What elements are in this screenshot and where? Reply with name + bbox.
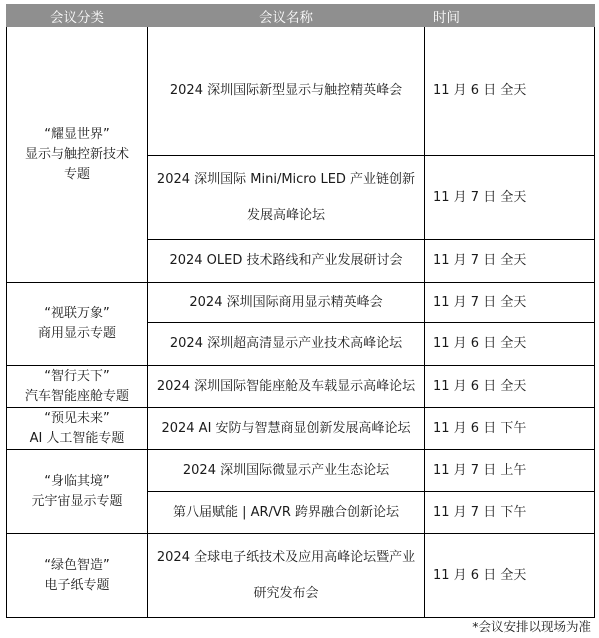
category-cell-automotive-cockpit <box>7 366 148 408</box>
conference-name: 2024 深圳国际智能座舱及车载显示高峰论坛 <box>148 366 425 408</box>
table-row <box>7 450 595 492</box>
category-cell-ai <box>7 408 148 450</box>
conference-time: 11 月 7 日 上午 <box>425 450 595 492</box>
conference-schedule-table <box>6 4 595 618</box>
header-time: 时间 <box>425 5 595 27</box>
category-subtitle: 显示与触控新技术 <box>24 146 129 162</box>
conference-name: 2024 AI 安防与智慧商显创新发展高峰论坛 <box>148 408 425 450</box>
conference-time: 11 月 7 日 全天 <box>425 240 595 283</box>
table-row <box>7 534 595 618</box>
category-subtitle: 电子纸专题 <box>44 577 110 593</box>
header-category: 会议分类 <box>7 5 148 27</box>
category-cell-metaverse <box>7 450 148 534</box>
category-title: “智行天下” <box>44 368 110 384</box>
category-subtitle: 汽车智能座舱专题 <box>24 388 129 404</box>
conference-name: 2024 深圳超高清显示产业技术高峰论坛 <box>148 323 425 366</box>
conference-time: 11 月 6 日 全天 <box>425 323 595 366</box>
table-row <box>7 366 595 408</box>
conference-time: 11 月 7 日 全天 <box>425 156 595 240</box>
category-title: “耀显世界” <box>44 126 110 142</box>
conference-name: 2024 OLED 技术路线和产业发展研讨会 <box>148 240 425 283</box>
category-subtitle: 商用显示专题 <box>37 326 116 341</box>
conference-name: 第八届赋能 | AR/VR 跨界融合创新论坛 <box>148 492 425 534</box>
conference-name: 2024 深圳国际 Mini/Micro LED 产业链创新发展高峰论坛 <box>148 156 425 240</box>
header-row <box>7 5 595 27</box>
category-cell-commercial-display <box>7 283 148 366</box>
table-row <box>7 408 595 450</box>
conference-name: 2024 深圳国际微显示产业生态论坛 <box>148 450 425 492</box>
table-row <box>7 27 595 156</box>
footnote: *会议安排以现场为准 <box>472 619 591 634</box>
category-cell-display-touch <box>7 27 148 283</box>
conference-name: 2024 深圳国际商用显示精英峰会 <box>148 283 425 323</box>
category-title: “绿色智造” <box>44 557 110 573</box>
conference-time: 11 月 6 日 全天 <box>425 534 595 618</box>
conference-time: 11 月 6 日 下午 <box>425 408 595 450</box>
table-row <box>7 283 595 323</box>
conference-time: 11 月 6 日 全天 <box>425 27 595 156</box>
category-subtitle: AI 人工智能专题 <box>29 430 125 446</box>
conference-name: 2024 全球电子纸技术及应用高峰论坛暨产业研究发布会 <box>148 534 425 618</box>
category-cell-e-paper <box>7 534 148 618</box>
header-name: 会议名称 <box>148 5 425 27</box>
category-title: “视联万象” <box>44 306 110 321</box>
category-subtitle: 专题 <box>63 166 90 182</box>
conference-time: 11 月 7 日 全天 <box>425 283 595 323</box>
conference-name: 2024 深圳国际新型显示与触控精英峰会 <box>148 27 425 156</box>
category-subtitle: 元宇宙显示专题 <box>31 493 123 509</box>
conference-time: 11 月 7 日 下午 <box>425 492 595 534</box>
conference-time: 11 月 6 日 全天 <box>425 366 595 408</box>
category-title: “预见未来” <box>44 410 110 426</box>
category-title: “身临其境” <box>44 473 110 489</box>
